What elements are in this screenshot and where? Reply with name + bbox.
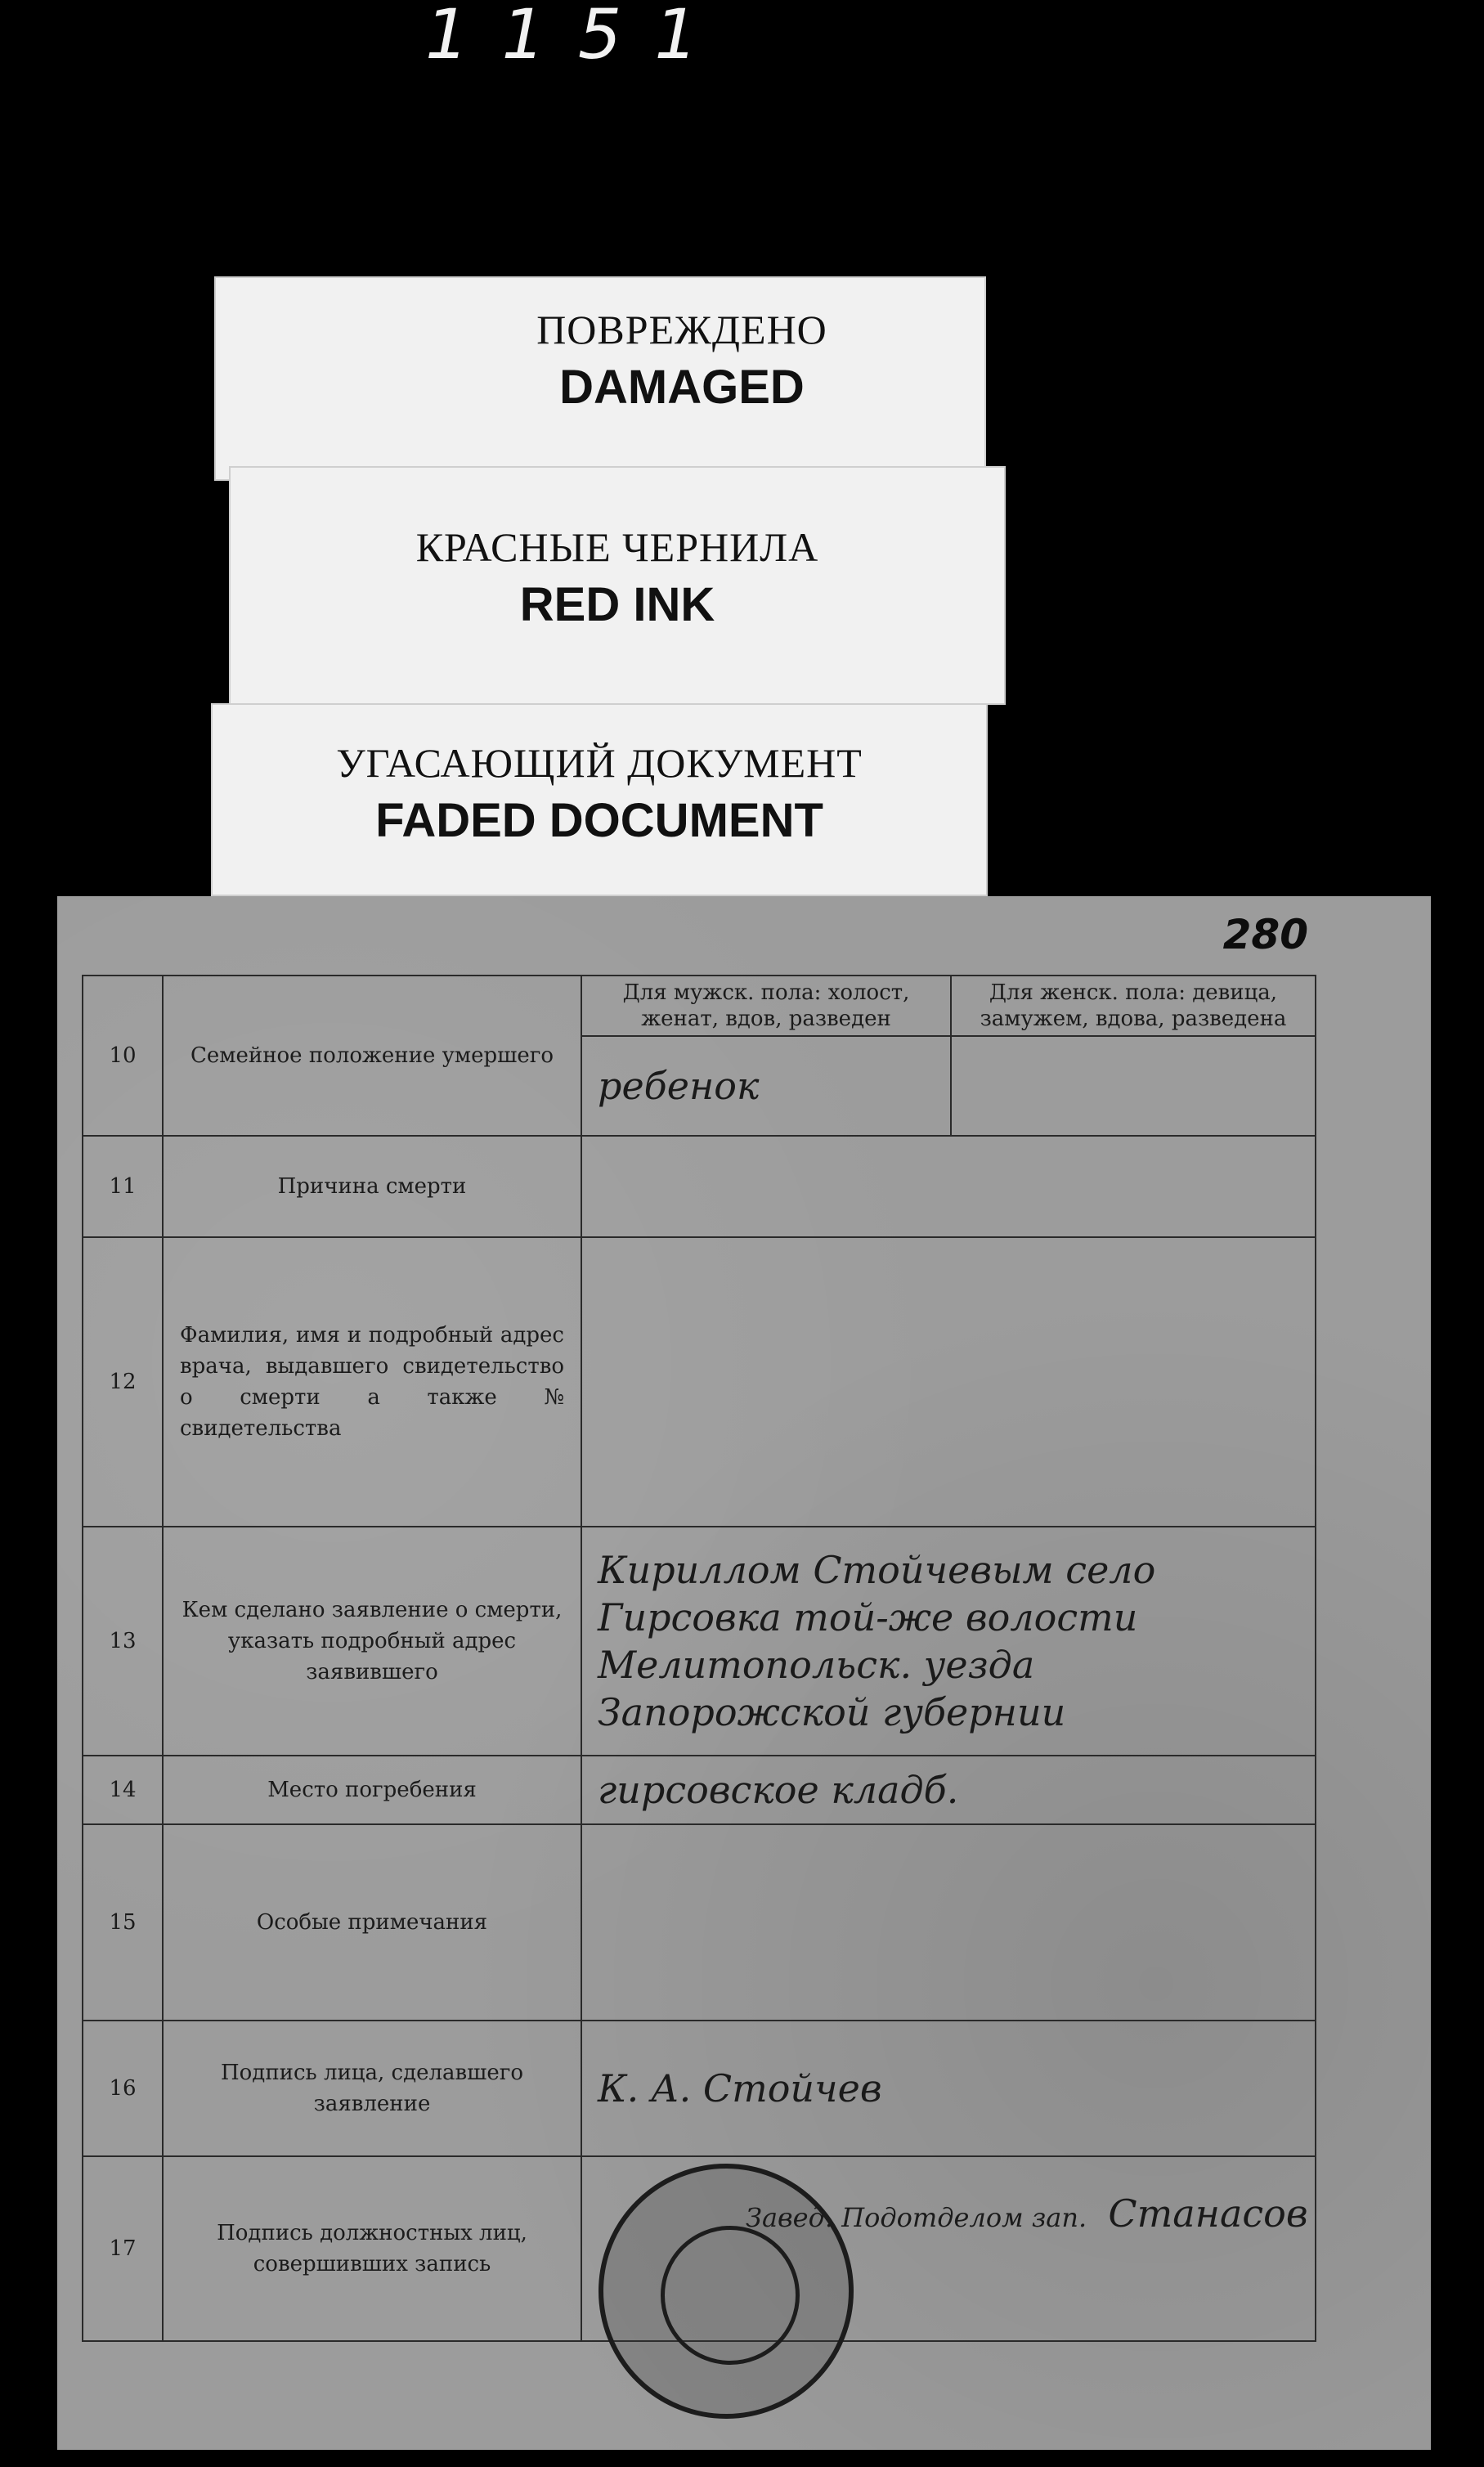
- declarant-signature-value: [581, 2021, 1316, 2156]
- form-row-15: [83, 1824, 1316, 2021]
- burial-place-handwriting: гирсовское кладб.: [598, 1768, 959, 1812]
- row-label-doctor-details: Фамилия, имя и подробный адрес врача, выдавшего свидетельство о смерти а также № свидетельства: [163, 1237, 581, 1527]
- special-notes-value: [581, 1824, 1316, 2021]
- form-row-14: [83, 1756, 1316, 1824]
- red-ink-label-card: [229, 466, 1006, 705]
- row-number-14: 14: [83, 1756, 163, 1824]
- death-record-form: [82, 975, 1316, 2342]
- form-row-16: [83, 2021, 1316, 2156]
- form-row-13: [83, 1527, 1316, 1756]
- female-marital-handwriting: [953, 1081, 1314, 1091]
- row-number-15: 15: [83, 1824, 163, 2021]
- row-number-13: 13: [83, 1527, 163, 1756]
- female-marital-value: [951, 1036, 1316, 1136]
- form-row-10-header: [83, 976, 1316, 1036]
- form-row-17: [83, 2156, 1316, 2341]
- sheet-page-number: 280: [1222, 911, 1308, 958]
- cause-of-death-value: [581, 1136, 1316, 1237]
- row-label-declarant: Кем сделано заявление о смерти, указать подробный адрес заявившего: [163, 1527, 581, 1756]
- official-signature-line: [746, 2190, 1323, 2237]
- male-marital-value: [581, 1036, 951, 1136]
- row-number-11: 11: [83, 1136, 163, 1237]
- doctor-details-value: [581, 1237, 1316, 1527]
- official-signatures-value: [581, 2156, 1316, 2341]
- film-frame-number: 1151: [425, 0, 731, 74]
- row-label-official-signatures: Подпись должностных лиц, совершивших запись: [163, 2156, 581, 2341]
- declarant-signature-handwriting: К. А. Стойчев: [598, 2066, 882, 2110]
- row-number-12: 12: [83, 1237, 163, 1527]
- damaged-label-ru: ПОВРЕЖДЕНО: [536, 307, 827, 352]
- female-marital-header: Для женск. пола: девица, замужем, вдова, разведена: [951, 976, 1316, 1036]
- row-number-16: 16: [83, 2021, 163, 2156]
- faded-document-label-card: [211, 703, 988, 896]
- male-marital-handwriting: ребенок: [598, 1064, 760, 1108]
- doctor-details-handwriting: [583, 1377, 1314, 1387]
- row-label-declarant-signature: Подпись лица, сделавшего заявление: [163, 2021, 581, 2156]
- special-notes-handwriting: [583, 1918, 1314, 1927]
- row-number-17: 17: [83, 2156, 163, 2341]
- row-label-burial-place: Место погребения: [163, 1756, 581, 1824]
- form-row-12: [83, 1237, 1316, 1527]
- official-title-caption: Завед. Подотделом зап.: [746, 2202, 1087, 2233]
- official-signature-handwriting: Станасов: [1108, 2191, 1308, 2236]
- row-label-marital-status: Семейное положение умершего: [163, 976, 581, 1136]
- seal-emblem: [661, 2226, 800, 2365]
- damaged-label-card: [214, 276, 986, 481]
- burial-place-value: [581, 1756, 1316, 1824]
- death-record-sheet: [57, 896, 1431, 2450]
- declarant-value: [581, 1527, 1316, 1756]
- faded-document-label-ru: УГАСАЮЩИЙ ДОКУМЕНТ: [336, 740, 863, 786]
- red-ink-label-ru: КРАСНЫЕ ЧЕРНИЛА: [415, 524, 819, 570]
- form-row-11: [83, 1136, 1316, 1237]
- row-number-10: 10: [83, 976, 163, 1136]
- male-marital-header: Для мужск. пола: холост, женат, вдов, разведен: [581, 976, 951, 1036]
- row-label-cause-of-death: Причина смерти: [163, 1136, 581, 1237]
- damaged-label-en: DAMAGED: [559, 361, 805, 414]
- faded-document-label-en: FADED DOCUMENT: [375, 794, 823, 847]
- red-ink-label-en: RED INK: [519, 578, 715, 631]
- declarant-handwriting: Кириллом Стойчевым село Гирсовка той-же волости Мелитопольск. уезда Запорожской губернии: [598, 1548, 1156, 1734]
- row-label-special-notes: Особые примечания: [163, 1824, 581, 2021]
- cause-of-death-handwriting: [583, 1182, 1314, 1191]
